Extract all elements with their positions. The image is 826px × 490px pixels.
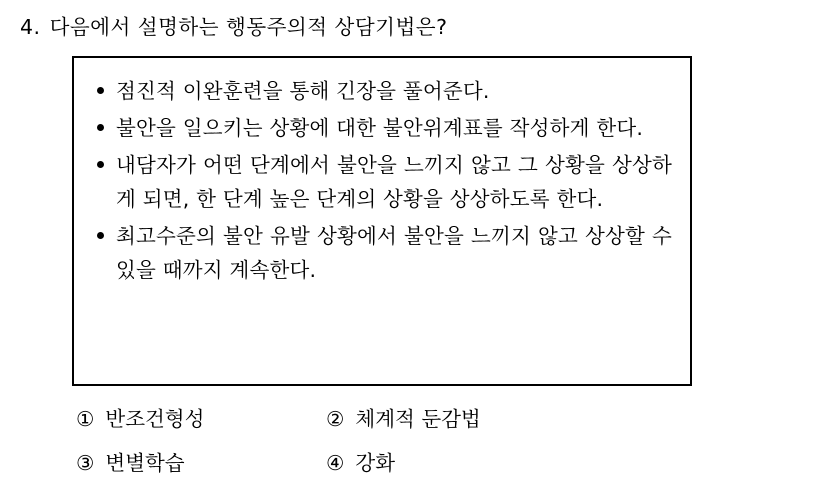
bullet-dot-icon	[97, 124, 104, 131]
bullet-dot-icon	[97, 161, 104, 168]
choice-label-3: 변별학습	[105, 451, 185, 475]
choice-option-2[interactable]	[326, 402, 481, 432]
bullet-dot-icon	[97, 87, 104, 94]
choice-row	[76, 402, 716, 432]
question-text: 다음에서 설명하는 행동주의적 상담기법은?	[49, 15, 448, 39]
list-item	[94, 74, 672, 108]
bullet-dot-icon	[97, 232, 104, 239]
choice-option-4[interactable]	[326, 446, 395, 476]
list-item-text: 점진적 이완훈련을 통해 긴장을 풀어준다.	[116, 79, 490, 103]
list-item	[94, 148, 672, 216]
question-stem	[20, 10, 447, 40]
answer-choices	[76, 402, 716, 490]
choice-marker-1: ①	[76, 407, 95, 431]
choice-marker-4: ④	[326, 451, 345, 475]
stimulus-bullet-list	[94, 74, 672, 287]
question-number: 4.	[20, 15, 41, 39]
list-item	[94, 111, 672, 145]
choice-option-1[interactable]	[76, 402, 326, 432]
list-item-text: 내담자가 어떤 단계에서 불안을 느끼지 않고 그 상황을 상상하게 되면, 한 단계 높은 단계의 상황을 상상하도록 한다.	[116, 153, 672, 211]
choice-label-1: 반조건형성	[105, 407, 205, 431]
list-item	[94, 219, 672, 287]
list-item-text: 불안을 일으키는 상황에 대한 불안위계표를 작성하게 한다.	[116, 116, 644, 140]
list-item-text: 최고수준의 불안 유발 상황에서 불안을 느끼지 않고 상상할 수 있을 때까지 계속한다.	[116, 224, 672, 282]
choice-row	[76, 446, 716, 476]
choice-option-3[interactable]	[76, 446, 326, 476]
choice-marker-2: ②	[326, 407, 345, 431]
stimulus-box	[72, 56, 692, 386]
choice-marker-3: ③	[76, 451, 95, 475]
choice-label-2: 체계적 둔감법	[355, 407, 481, 431]
choice-label-4: 강화	[355, 451, 395, 475]
